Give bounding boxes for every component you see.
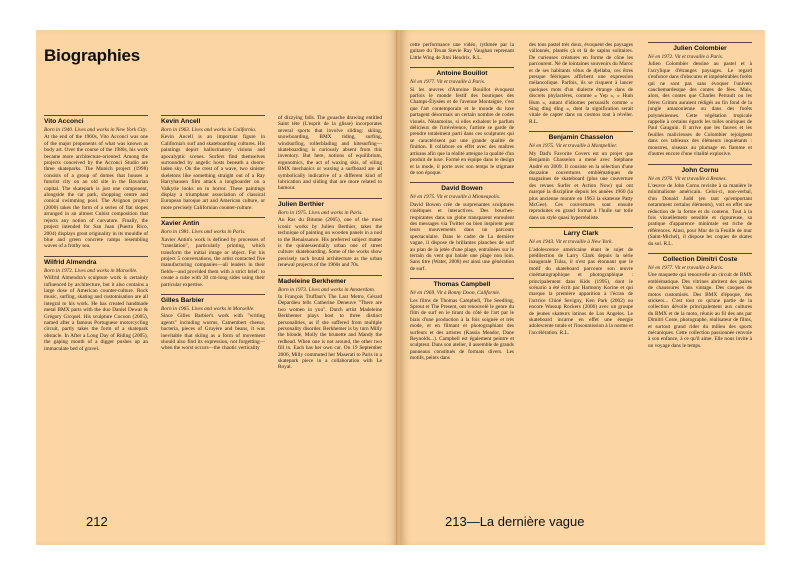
page-title: Biographies	[44, 46, 141, 65]
page-number-left: 212	[86, 514, 108, 529]
bio-entry	[44, 256, 148, 352]
bio-entry	[161, 217, 265, 288]
entry-name: Gilles Barbier	[161, 294, 265, 305]
entry-meta: Né en 1976. Vit et travaille à Rennes.	[648, 175, 727, 182]
bio-entry	[410, 67, 514, 176]
entry-body: Si les œuvres d'Antoine Bouillot évoquent parfois le monde festif des boutiques des Champs-Élysées et de l'avenue Montaigne, c'est que l'art contemporain et le monde du luxe partagent désormais un certain nombre de codes visuels. Néanmoins, si elles exhalent le parfum délicieux de l'irrévérence, l'artiste se garde de prendre totalement parti dans ces sculptures qui se caractérisent par une grande qualité de finition. Il collabore en effet avec des maîtres artisans afin que la réalité atteigne la qualité d'un produit de luxe. Formé en équipe dans le design et la mode, il porte avec son temps le stigmate de son époque.	[410, 86, 514, 176]
entry-body: Au Ras du Bitume (2005), one of the most iconic works by Julien Berthier, takes the technique of painting on wooden panels in a nod to the Renaissance. His preferred subject matter is the quintessentially urban one of street culture: skateboarding. Some of the works show precisely such brutal architecture as the urban renewal projects of the 1960s and 70s.	[278, 217, 382, 269]
entry-name: Thomas Campbell	[410, 278, 514, 289]
entry-name: Collection Dimitri Coste	[648, 253, 752, 264]
entry-body-continued: of dizzying falls. The gouache drawing entitled Saint tête (L'esprit de la glisse) incorporates several sports that involve sliding: skiing, snowboarding, BMX riding, surfing, windsurfing, rollerblading and kitesurfing—skateboarding is curiously absent from this inventory. But here, notions of equilibrium, ergonomics, the act of waxing skis, of oiling BMX mechanics or waxing a surfboard are all symbolically indicative of a different kind of lubrication and sliding that are more related to humour.	[278, 115, 382, 192]
left-column-2	[161, 115, 265, 358]
entry-body: My Dad's Favorite Covers est un projet que Benjamin Chasselon a mené avec Stéphane André en 2009. Il consiste en la sélection d'une douzaine couvertures emblématiques de magazines de skateboard (plus une couverture des revues Surfer et Action Now) qui ont marqué la discipline depuis les années 1960 (la plus ancienne montre en 1963 la skateuse Patty McGee). Ces couvertures sont ensuite reproduites en grand format à l'huile sur toile dans un style quasi hyperréaliste.	[529, 150, 633, 221]
bio-entry	[648, 253, 752, 349]
bio-entry	[648, 42, 752, 158]
entry-meta: Né en 1977. Vit et travaille à Paris.	[648, 264, 724, 271]
entry-name: Xavier Antin	[161, 217, 265, 228]
entry-body: At the end of the 1960s, Vito Acconci was one of the major proponents of what was known as body art. Over the course of the 1980s, his work became more architecture-oriented. Among the projects conceived by the Acconci Studio are three skateparks. The Munich project (1998) consists of a group of domes that houses a futurist city on an old site in the Bavarian capital. The skatepark is just one component, alongside the car park, shopping centre and conical swimming pool. The Avignon project (2000) takes the form of a series of flat slopes arranged in an almost Cubist composition that rejects any notion of curvature. Finally, the project intended for San Juan (Puerto Rico, 2004) displays great originality in its mouldle of blue and green concrete ramps resembling waves of a frothy sea.	[44, 134, 148, 250]
right-column-2	[529, 42, 633, 342]
entry-meta: Né en 1969. Vit à Bonny Doon, Californie.	[410, 290, 501, 297]
bio-entry	[410, 182, 514, 272]
right-page	[400, 30, 765, 545]
entry-meta: Né en 1975. Vit et travaille à Minneapolis.	[410, 194, 501, 201]
left-page	[36, 30, 398, 545]
entry-name: John Cornu	[648, 164, 752, 175]
entry-meta: Born in 1972. Lives and works in Marseille.	[44, 267, 138, 274]
entry-name: Antoine Bouillot	[410, 67, 514, 78]
bio-entry	[529, 131, 633, 221]
entry-name: Madeleine Berkhemer	[278, 275, 382, 286]
entry-body: Les films de Thomas Campbell, The Seedling, Sprout et The Present, ont renouvelé le genre du film de surf en le tirant du côté de l'art par le biais d'une production à la fois soignée et très mode, et en filmant et photographiant des surfeurs et des artistes (Kassia Meador, Dane Reynolds...). Campbell est également peintre et sculpteur. Dans son atelier, il assemble de grands panneaux constitués de formats divers. Les motifs, peints dans	[410, 297, 514, 362]
left-column-3	[278, 115, 382, 377]
bio-entry	[278, 275, 382, 371]
entry-body: Une maquette qui renouvelle un circuit de BMX emblématique. Des vitrines abritent des paires de chaussures Vans vintage. Des casques de motos customisés. Des BMX d'époque, des stickers... C'est tout ce qu'une partie de la collection dévoile principalement aux cultures du BMX et de la moto, réunis au fil des ans par Dimitri Coste, photographe, réalisateur de films, et surtout grand rider du milieu des sports mécaniques. Cette collection passionnée renvoie à son enfance, à ce qu'il aime. Elle nous invite à un voyage dans le temps.	[648, 272, 752, 349]
entry-name: Julien Colombier	[648, 42, 752, 53]
entry-meta: Born in 1981. Lives and works in Paris.	[161, 229, 246, 236]
bio-entry	[410, 278, 514, 361]
entry-body-continued: cette performance une vidéo, rythmée par la guitare du Texan Stevie Ray Vaughan reprenant Little Wing de Jimi Hendrix. R.L.	[410, 42, 514, 61]
entry-meta: Né en 1943. Vit et travaille à New York.	[529, 239, 613, 246]
entry-meta: Born in 1963. Lives and works in California.	[161, 127, 257, 133]
entry-body: David Bowen crée de surprenantes sculptures cinétiques et interactives. Des bouches-respirantes dans un globe transparent enroulent des messages via Twitter ou bien inspirent peur leurs mouvements dans un parcours spectaculaire. Dans le cadre de La dernière vague, il dispose de brillantes planches de surf au plan de la jetée d'une plage, entraînées sur le terrain du vent qui balaie une plage non loin. Sans titre (Water, 2008) est ainsi une génération de surf.	[410, 201, 514, 272]
entry-name: Larry Clark	[529, 227, 633, 238]
entry-meta: Born in 1940. Lives and works in New York City.	[44, 127, 148, 133]
entry-body: Wilfrid Almendra's sculpture work is certainly influenced by architecture, but it also contains a large dose of American counter-culture. Rock music, surfing, skating and customisation are all integral to his work. He has created handmade metal BMX parts with the duo Daniel Dewar & Grégory Gicquel. His sculpture Cocoon (2005), named after a famous Portuguese motorcycling circuit, partly takes the form of a skatepark obstacle. In After a Long Day of Riding (2005), the gaping mouth of a digger pushes up an immaculate bed of gravel.	[44, 275, 148, 352]
entry-meta: Born in 1973. Lives and works in Amsterdam.	[278, 286, 375, 293]
entry-meta: Born in 1965. Lives and works in Marseille.	[161, 305, 255, 312]
page-number-right: 213—La dernière vague	[445, 514, 585, 529]
right-column-3	[648, 42, 752, 355]
bio-entry	[648, 164, 752, 247]
bio-entry	[161, 115, 265, 211]
left-column-1	[44, 115, 148, 358]
entry-name: Wilfrid Almendra	[44, 256, 148, 267]
entry-meta: Né en 1977. Vit et travaille à Paris.	[410, 79, 486, 86]
book-spread	[36, 30, 765, 545]
entry-body: Julien Colombier dessine au pastel et à l'acrylique d'étranges paysages. Le regard s'enfonce dans d'obscures et impénétrables forêts qui ne sont pas sans évoquer l'univers cauchemardesque des contes de fées. Mais, alors, des contes que Charles Perrault ou les frères Grimm auraient rédigés au fin fond de la jungle amazonienne ou dans des forêts polynésiennes. Cette végétation tropicale rappelle à certains égards les toiles oniriques de Paul Gauguin. Il arrive que les fauves et les feuilles malicieuses de Colombier rejoignent dans ces tableaux des éléments inquiétants : monstres, oiseaux au plumage en flamme et d'autres encore d'une vitalité explosive.	[648, 61, 752, 158]
right-column-1	[410, 42, 514, 368]
bio-entry	[161, 294, 265, 352]
entry-body-continued: des tons pastel très doux, évoquent des paysages vallonnés, plantés çà et là de sapins solitaires. De curieuses créatures en forme de cône les parcourent. Né de lointaines souvenirs du Maroc et de ses habitants vêtus de djellaba, ces êtres presque féériques affichent une expression mélancolique. Parfois, ils se risquent à lancer quelques mots d'un dialecte étrange dans de discrets phylactères, comme « Yep », « Hum Hum », autant d'idiomes persuasifs comme « Sing ding ding », dont la signification serait vitale de capter dans un cosmos tout à révéler. R.L.	[529, 42, 633, 125]
entry-body: Since Gilles Barbier's work with "writing agents" including worms, Camembert cheese, bacteria, pieces of Gruyère and beans, it was inevitable that skiing as a form of movement should also find its expression, not forgetting—when the worst occurs—the chaotic verticality	[161, 313, 265, 352]
entry-body: Kevin Ancell is an important figure in California's surf and skateboarding cultures. His paintings depict hallucinatory visions and apocalyptic scenes. Surfers find themselves surrounded by angelic hosts beneath a doom-laden sky. On the crest of a wave, two sinister skeletons like something straight out of a Ray Harryhausen film attack a longboarder on a Valkyrie looks on in horror. These paintings display a triumphant association of classical European baroque art and American culture, or more precisely Californian counter-culture.	[161, 134, 265, 211]
entry-body: L'adolescence américaine étant le sujet de prédilection de Larry Clark depuis la série inaugurale Tulsa, il n'est pas étonnant que le motif du skateboard parcoure son œuvre cinématographique et photographique : principalement dans Kids (1995), dont le scénario a été écrit par Harmony Korine et qui marque la première apparition à l'écran de l'actrice Chloé Sevigny, Ken Park (2002) ou encore Wassup Rockers (2006) avec un groupe de jeunes skateurs latinos de Los Angeles. Le skateboard incarne en effet une énergie adolescente totale et l'insoumission à la norme et l'accélération. R.L.	[529, 246, 633, 336]
entry-name: Julien Berthier	[278, 198, 382, 209]
entry-meta: Né en 1975. Vit et travaille à Montpellier.	[529, 143, 618, 150]
entry-body: Xavier Antin's work is defined by processes of "translation", particularly printing, which transform the initial image or object. For his project 5 conversations, the artist contacted five manufacturing companies—all leaders in their fields—and provided them with a strict brief: to create a cube with 30 cm-long sides using their particular expertise.	[161, 236, 265, 288]
bio-entry	[278, 198, 382, 269]
entry-name: Kevin Ancell	[161, 115, 265, 126]
entry-name: Vito Acconci	[44, 115, 148, 126]
bio-entry	[529, 227, 633, 336]
entry-name: David Bowen	[410, 182, 514, 193]
entry-name: Benjamin Chasselon	[529, 131, 633, 142]
entry-meta: Born in 1975. Lives and works in Paris.	[278, 209, 363, 216]
entry-body: In François Truffaut's The Last Metro, Gérard Depardieu tells Catherine Deneuve "There are two women in you". Dutch artist Madeleine Berkhemer plays host to three distinct personalities, as if she suffered from multiple personality disorder. Berkhemer is by turn Milly the blonde, Molly the brunette and Mandy the redhead. When one is not around, the other two fill in. Each has her own car. On 19 September 2006, Milly commuted her Maserati to Paris in a skatepark piece in a collaboration with Le Royal.	[278, 293, 382, 371]
entry-body: L'œuvre de John Cornu revisite à sa manière le minimalisme américain. Celui-ci, non-verbal, d'un Donald Judd (en tant qu'emportant notamment certains éléments), voit en effet une réduction de la forme et du contenu. Tout à la fois visuellement sensible et rigoureuse, sa pratique d'apparence minimale est riche de références. Ainsi, pour Mur de la Feuille de mur (Saint-Michel), il dispose les coques de skates du sol. R.L.	[648, 182, 752, 247]
bio-entry	[44, 115, 148, 250]
entry-meta: Né en 1972. Vit et travaille à Paris.	[648, 54, 724, 60]
